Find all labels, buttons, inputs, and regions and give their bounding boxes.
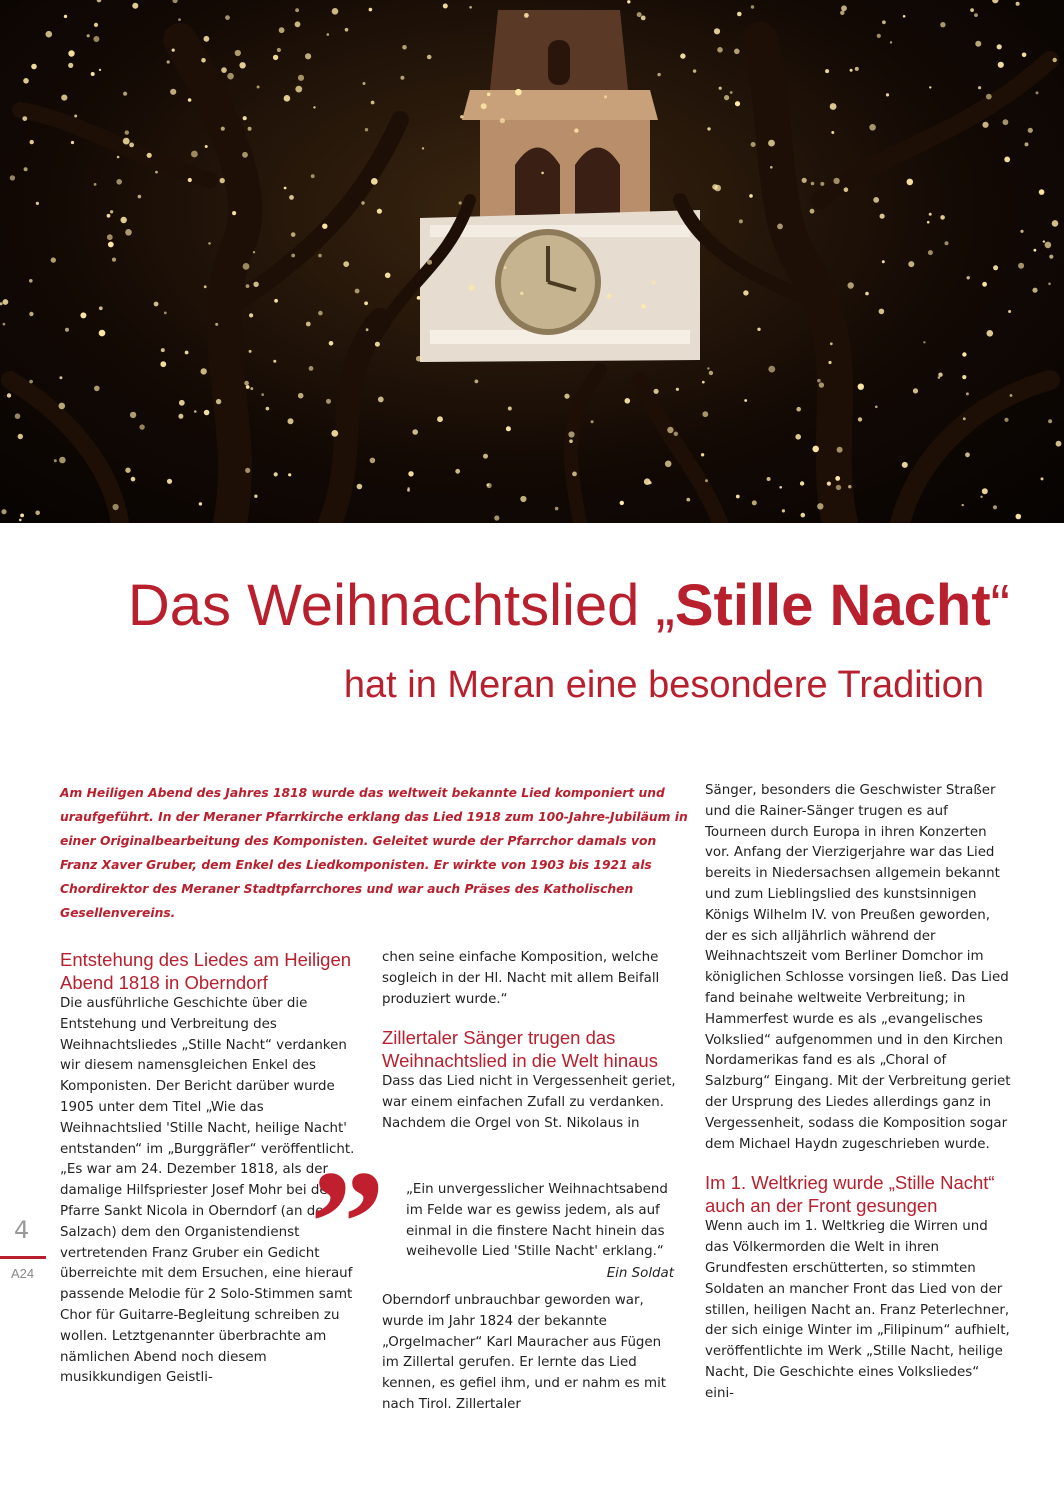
quote-mark-icon: ”: [310, 1140, 385, 1306]
column-3: [705, 781, 1011, 1405]
hero-photo: [0, 0, 1064, 523]
article-intro: Am Heiligen Abend des Jahres 1818 wurde das weltweit bekannte Lied komponiert und uraufgeführt. In der Meraner Pfarrkirche erklang das Lied 1918 zum 100-Jahre-Jubiläum in einer Originalbearbeitung des Komponisten. Geleitet wurde der Pfarrchor damals von Franz Xaver Gruber, dem Enkel des Liedkomponisten. Er wirkte von 1903 bis 1921 als Chordirektor des Meraner Stadtpfarrchores und war auch Präses des Katholischen Gesellenvereins.: [60, 786, 688, 920]
col2-body-top: chen seine einfache Komposition, welche sogleich in der Hl. Nacht mit allem Beifall produziert wurde.“: [382, 950, 660, 1007]
church-tower: [420, 10, 700, 362]
quote-source: Ein Soldat: [606, 1266, 674, 1281]
section-heading-zillertal: Zillertaler Sänger trugen das Weihnachtslied in die Welt hinaus: [382, 1027, 658, 1072]
column-2-continued: [382, 1291, 682, 1416]
section-heading-origin: Entstehung des Liedes am Heiligen Abend 1818 in Oberndorf: [60, 949, 352, 993]
title-close-quote: “: [990, 573, 1010, 638]
page-number: 4: [14, 1216, 30, 1244]
col2-body-bottom: Oberndorf unbrauchbar geworden war, wurde im Jahr 1824 der bekannte „Orgelmacher“ Karl Mauracher aus Fügen im Zillertal gerufen. Er lernte das Lied kennen, es gefiel ihm, und er nahm es mit nach Tirol. Zillertaler: [382, 1293, 667, 1412]
page-code: A24: [11, 1266, 35, 1281]
title-regular: Das Weihnachtslied „: [127, 573, 675, 638]
col2-body: Dass das Lied nicht in Vergessenheit geriet, war einem einfachen Zufall zu verdanken. Nachdem die Orgel von St. Nikolaus in: [382, 1074, 676, 1131]
column-2: [382, 948, 682, 1135]
col1-body: Die ausführliche Geschichte über die Entstehung und Verbreitung des Weihnachtsliedes „Stille Nacht“ verdanken wir diesem namensgleichen Enkel des Komponisten. Der Bericht darüber wurde 1905 unter dem Titel „Wie das Weihnachtslied 'Stille Nacht, heilige Nacht' entstanden“ im „Burggräfler“ veröffentlicht. „Es war am 24. Dezember 1818, als der damalige Hilfspriester Josef Mohr bei der Pfarre Sankt Nicola in Oberndorf (an der Salzach) dem den Organistendienst vertretenden Franz Gruber ein Gedicht überreichte mit dem Ersuchen, eine hierauf passende Melodie für 2 Solo-Stimmen samt Chor für Guitarre-Begleitung schreiben zu wollen. Letztgenannter überbrachte am nämlichen Abend noch diesem musikkundigen Geistli-: [60, 996, 355, 1386]
title-bold: Stille Nacht: [674, 573, 991, 638]
col3-body: Wenn auch im 1. Weltkrieg die Wirren und das Völkermorden die Welt in ihren Grundfesten erschütterten, so stimmten Soldaten an mancher Front das Lied von der stillen, heiligen Nacht an. Franz Peterlechner, der sich einige Winter im „Filipinum“ aufhielt, veröffentlichte im Werk „Stille Nacht, heilige Nacht, Die Geschichte eines Volksliedes“ eini-: [705, 1219, 1010, 1401]
article-subtitle: hat in Meran eine besondere Tradition: [343, 664, 984, 706]
quote-text: „Ein unvergesslicher Weihnachtsabend im Felde war es gewiss jedem, als auf einmal in die finstere Nacht hinein das weihevolle Lied 'Stille Nacht' erklang.“: [406, 1182, 668, 1260]
section-heading-war: Im 1. Weltkrieg wurde „Stille Nacht“ auch an der Front gesungen: [705, 1172, 995, 1217]
article-title: [60, 570, 1010, 642]
pull-quote: [310, 1140, 682, 1306]
col3-body-top: Sänger, besonders die Geschwister Straßer und die Rainer-Sänger trugen es auf Tourneen durch Europa in ihren Konzerten vor. Anfang der Vierzigerjahre war das Lied bereits in Niedersachsen allgemein bekannt und zum Lieblingslied des kunstsinnigen Königs Wilhelm IV. von Preußen geworden, der es sich alljährlich während der Weihnachtszeit vom Berliner Domchor im königlichen Schlosse vorsingen ließ. Das Lied fand beinahe weltweite Verbreitung; in Hammerfest wurde es als „evangelisches Volkslied“ aufgenommen und in den Kirchen Nordamerikas fand es als „Choral of Salzburg“ Eingang. Mit der Verbreitung geriet der Ursprung des Liedes allerdings ganz in Vergessenheit, sodass die Komposition sogar dem Michael Haydn zugeschrieben wurde.: [705, 783, 1011, 1152]
page-marker-rule: [0, 1256, 46, 1259]
hero-illustration: [0, 0, 1064, 523]
